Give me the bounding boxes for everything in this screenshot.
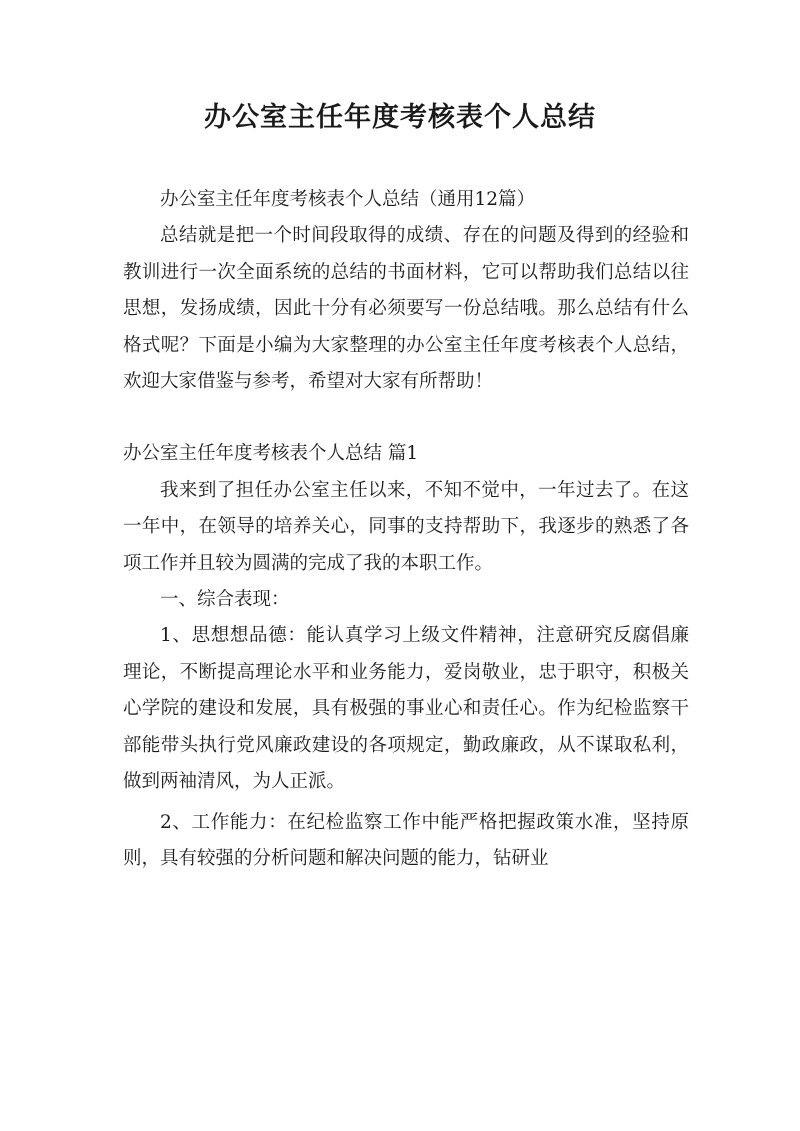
document-body [123, 182, 689, 877]
body-paragraph: 我来到了担任办公室主任以来，不知不觉中，一年过去了。在这一年中，在领导的培养关心，同事的支持帮助下，我逐步的熟悉了各项工作并且较为圆满的完成了我的本职工作。 [123, 479, 689, 574]
section-subheading: 一、综合表现： [160, 589, 290, 611]
body-paragraph: 1、思想想品德：能认真学习上级文件精神，注意研究反腐倡廉理论，不断提高理论水平和业务能力，爱岗敬业，忠于职守，积极关心学院的建设和发展，具有极强的事业心和责任心。作为纪检监察干部能带头执行党风廉政建设的各项规定，勤政廉政，从不谋取私利，做到两袖清风，为人正派。 [123, 625, 689, 793]
document-subtitle: 办公室主任年度考核表个人总结（通用12篇） [160, 189, 536, 210]
section-heading: 办公室主任年度考核表个人总结 篇1 [123, 443, 419, 465]
body-paragraph: 2、工作能力：在纪检监察工作中能严格把握政策水准，坚持原则，具有较强的分析问题和解决问题的能力，钻研业 [123, 811, 689, 869]
document-title: 办公室主任年度考核表个人总结 [204, 102, 596, 133]
intro-paragraph: 总结就是把一个时间段取得的成绩、存在的问题及得到的经验和教训进行一次全面系统的总结的书面材料，它可以帮助我们总结以往思想，发扬成绩，因此十分有必须要写一份总结哦。那么总结有什么格式呢？下面是小编为大家整理的办公室主任年度考核表个人总结，欢迎大家借鉴与参考，希望对大家有所帮助！ [123, 225, 689, 393]
